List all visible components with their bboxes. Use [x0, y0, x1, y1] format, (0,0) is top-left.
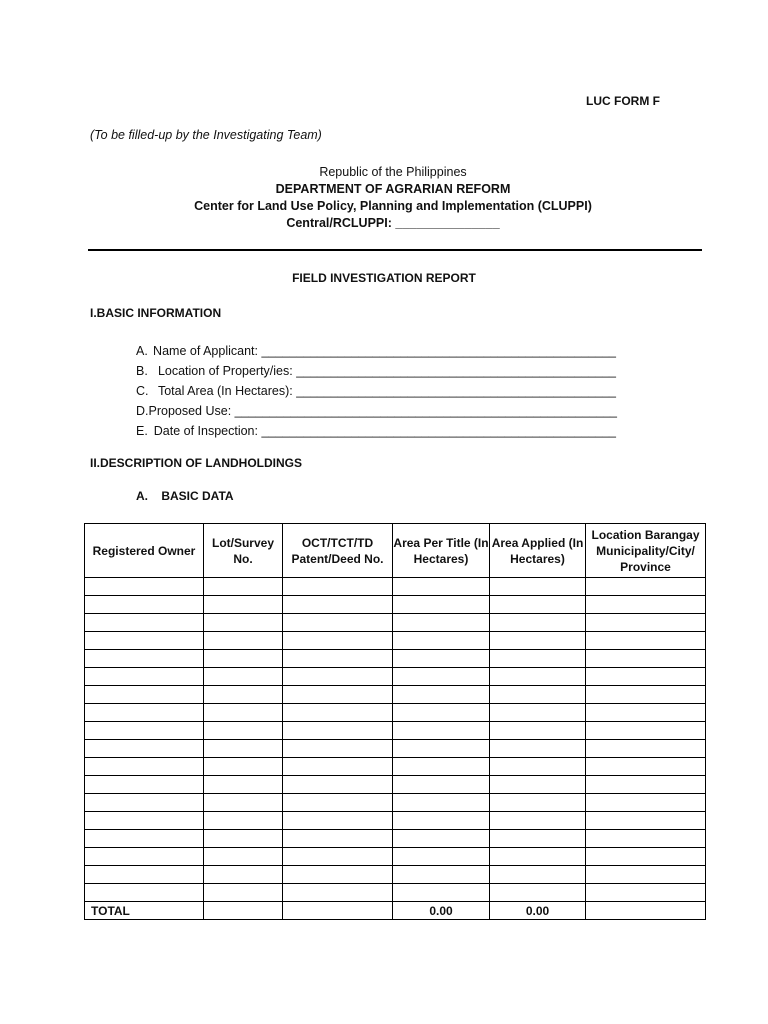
- total-location: [586, 902, 706, 920]
- table-cell-owner[interactable]: [85, 704, 204, 722]
- table-cell-area-title[interactable]: [393, 758, 490, 776]
- table-row: [85, 794, 706, 812]
- table-cell-location[interactable]: [586, 578, 706, 596]
- subsection-title: BASIC DATA: [161, 489, 234, 503]
- table-cell-area-applied[interactable]: [490, 722, 586, 740]
- table-row: [85, 668, 706, 686]
- table-cell-owner[interactable]: [85, 578, 204, 596]
- table-cell-area-title[interactable]: [393, 596, 490, 614]
- field-inspection-date[interactable]: [136, 421, 616, 441]
- total-area-per-title: 0.00: [393, 902, 490, 920]
- table-row: [85, 614, 706, 632]
- table-row: [85, 596, 706, 614]
- table-cell-oct[interactable]: [283, 614, 393, 632]
- table-cell-oct[interactable]: [283, 848, 393, 866]
- table-cell-lot[interactable]: [204, 650, 283, 668]
- table-cell-oct[interactable]: [283, 668, 393, 686]
- table-cell-area-applied[interactable]: [490, 794, 586, 812]
- table-row: [85, 848, 706, 866]
- subsection-basic-data: [136, 489, 234, 503]
- table-cell-area-applied[interactable]: [490, 650, 586, 668]
- table-row: [85, 830, 706, 848]
- table-cell-area-applied[interactable]: [490, 596, 586, 614]
- table-header-row: [85, 524, 706, 578]
- table-cell-area-applied[interactable]: [490, 884, 586, 902]
- header-location: Location Barangay Municipality/City/ Province: [586, 524, 706, 578]
- table-cell-area-applied[interactable]: [490, 686, 586, 704]
- field-letter: E.: [136, 424, 148, 438]
- total-label: TOTAL: [85, 902, 204, 920]
- table-row: [85, 866, 706, 884]
- table-cell-owner[interactable]: [85, 758, 204, 776]
- table-cell-location[interactable]: [586, 884, 706, 902]
- section-description-of-landholdings: II.DESCRIPTION OF LANDHOLDINGS: [90, 456, 303, 470]
- table-cell-oct[interactable]: [283, 758, 393, 776]
- table-cell-location[interactable]: [586, 758, 706, 776]
- field-total-area[interactable]: [136, 381, 616, 401]
- table-cell-area-applied[interactable]: [490, 578, 586, 596]
- form-code: LUC FORM F: [586, 94, 660, 108]
- table-cell-area-title[interactable]: [393, 614, 490, 632]
- table-total-row: [85, 902, 706, 920]
- table-cell-owner[interactable]: [85, 686, 204, 704]
- table-cell-lot[interactable]: [204, 704, 283, 722]
- field-applicant-name[interactable]: [136, 341, 616, 361]
- table-cell-owner[interactable]: [85, 632, 204, 650]
- header-registered-owner: Registered Owner: [85, 524, 204, 578]
- table-cell-oct[interactable]: [283, 794, 393, 812]
- field-text: Name of Applicant: ___________________________________________________: [153, 344, 616, 358]
- table-cell-area-title[interactable]: [393, 686, 490, 704]
- basic-data-table: [84, 523, 706, 920]
- table-cell-oct[interactable]: [283, 740, 393, 758]
- table-cell-location[interactable]: [586, 704, 706, 722]
- table-cell-lot[interactable]: [204, 794, 283, 812]
- table-cell-owner[interactable]: [85, 866, 204, 884]
- table-cell-area-applied[interactable]: [490, 866, 586, 884]
- table-cell-location[interactable]: [586, 596, 706, 614]
- table-cell-owner[interactable]: [85, 722, 204, 740]
- table-cell-oct[interactable]: [283, 830, 393, 848]
- table-cell-area-applied[interactable]: [490, 812, 586, 830]
- field-proposed-use[interactable]: [136, 401, 616, 421]
- table-cell-oct[interactable]: [283, 596, 393, 614]
- table-cell-area-title[interactable]: [393, 794, 490, 812]
- table-cell-area-title[interactable]: [393, 632, 490, 650]
- table-cell-owner[interactable]: [85, 614, 204, 632]
- field-letter: A.: [136, 344, 148, 358]
- field-text: Location of Property/ies: ______________________________________________: [157, 364, 616, 378]
- header-lot-survey-no: Lot/Survey No.: [204, 524, 283, 578]
- table-cell-area-title[interactable]: [393, 650, 490, 668]
- table-cell-owner[interactable]: [85, 740, 204, 758]
- subsection-letter: A.: [136, 489, 148, 503]
- table-cell-location[interactable]: [586, 722, 706, 740]
- form-header: [0, 164, 768, 232]
- table-cell-oct[interactable]: [283, 884, 393, 902]
- table-row: [85, 884, 706, 902]
- table-cell-area-applied[interactable]: [490, 776, 586, 794]
- table-row: [85, 722, 706, 740]
- table-cell-owner[interactable]: [85, 812, 204, 830]
- table-row: [85, 776, 706, 794]
- table-cell-location[interactable]: [586, 686, 706, 704]
- table-cell-area-title[interactable]: [393, 866, 490, 884]
- header-central: Central/RCLUPPI: _______________: [286, 216, 500, 230]
- header-center: Center for Land Use Policy, Planning and Implementation (CLUPPI): [194, 199, 592, 213]
- table-cell-oct[interactable]: [283, 578, 393, 596]
- table-cell-lot[interactable]: [204, 686, 283, 704]
- table-cell-area-title[interactable]: [393, 776, 490, 794]
- table-cell-lot[interactable]: [204, 758, 283, 776]
- table-cell-owner[interactable]: [85, 830, 204, 848]
- field-letter: B.: [136, 364, 148, 378]
- table-cell-lot[interactable]: [204, 668, 283, 686]
- table-cell-location[interactable]: [586, 776, 706, 794]
- total-oct: [283, 902, 393, 920]
- table-cell-owner[interactable]: [85, 650, 204, 668]
- table-row: [85, 704, 706, 722]
- table-cell-location[interactable]: [586, 830, 706, 848]
- table-body: [85, 578, 706, 920]
- table-cell-location[interactable]: [586, 668, 706, 686]
- table-cell-area-title[interactable]: [393, 848, 490, 866]
- table-cell-lot[interactable]: [204, 722, 283, 740]
- total-area-applied: 0.00: [490, 902, 586, 920]
- table-cell-lot[interactable]: [204, 830, 283, 848]
- table-cell-oct[interactable]: [283, 704, 393, 722]
- table-cell-owner[interactable]: [85, 668, 204, 686]
- table-cell-area-applied[interactable]: [490, 614, 586, 632]
- table-cell-oct[interactable]: [283, 722, 393, 740]
- section-basic-information: I.BASIC INFORMATION: [90, 306, 222, 320]
- table-cell-area-title[interactable]: [393, 830, 490, 848]
- table-cell-lot[interactable]: [204, 614, 283, 632]
- header-republic: Republic of the Philippines: [319, 165, 467, 179]
- field-text: Total Area (In Hectares): ______________________________________________: [157, 384, 616, 398]
- basic-information-fields: [136, 341, 616, 441]
- table-cell-lot[interactable]: [204, 740, 283, 758]
- field-text: Date of Inspection: ___________________________________________________: [153, 424, 616, 438]
- table-cell-lot[interactable]: [204, 866, 283, 884]
- table-cell-owner[interactable]: [85, 884, 204, 902]
- table-cell-area-title[interactable]: [393, 578, 490, 596]
- field-letter: C.: [136, 384, 149, 398]
- table-cell-oct[interactable]: [283, 776, 393, 794]
- table-cell-area-applied[interactable]: [490, 740, 586, 758]
- header-divider: [88, 249, 702, 251]
- table-row: [85, 812, 706, 830]
- table-cell-oct[interactable]: [283, 812, 393, 830]
- field-text: Proposed Use: _______________________________________________________: [148, 404, 618, 418]
- header-area-per-title: Area Per Title (In Hectares): [393, 524, 490, 578]
- table-cell-location[interactable]: [586, 866, 706, 884]
- table-row: [85, 632, 706, 650]
- table-cell-location[interactable]: [586, 848, 706, 866]
- field-property-location[interactable]: [136, 361, 616, 381]
- table-cell-area-applied[interactable]: [490, 830, 586, 848]
- table-cell-area-applied[interactable]: [490, 632, 586, 650]
- table-cell-owner[interactable]: [85, 776, 204, 794]
- table-cell-lot[interactable]: [204, 776, 283, 794]
- total-lot: [204, 902, 283, 920]
- table-cell-oct[interactable]: [283, 632, 393, 650]
- form-note: (To be filled-up by the Investigating Team): [90, 128, 322, 142]
- table-cell-oct[interactable]: [283, 650, 393, 668]
- table-cell-area-title[interactable]: [393, 704, 490, 722]
- table-cell-area-title[interactable]: [393, 668, 490, 686]
- table-cell-location[interactable]: [586, 614, 706, 632]
- table-row: [85, 686, 706, 704]
- table-cell-area-title[interactable]: [393, 884, 490, 902]
- field-letter: D.: [136, 404, 149, 418]
- table-cell-area-title[interactable]: [393, 722, 490, 740]
- table-cell-area-title[interactable]: [393, 740, 490, 758]
- table-cell-oct[interactable]: [283, 866, 393, 884]
- table-cell-area-applied[interactable]: [490, 704, 586, 722]
- table-cell-lot[interactable]: [204, 848, 283, 866]
- table-cell-area-title[interactable]: [393, 812, 490, 830]
- table-cell-owner[interactable]: [85, 794, 204, 812]
- report-title: FIELD INVESTIGATION REPORT: [292, 271, 476, 285]
- table-row: [85, 650, 706, 668]
- table-row: [85, 758, 706, 776]
- table-cell-lot[interactable]: [204, 632, 283, 650]
- table-cell-location[interactable]: [586, 740, 706, 758]
- table-cell-lot[interactable]: [204, 812, 283, 830]
- table-cell-location[interactable]: [586, 812, 706, 830]
- table-cell-location[interactable]: [586, 650, 706, 668]
- table-cell-lot[interactable]: [204, 884, 283, 902]
- table-cell-lot[interactable]: [204, 578, 283, 596]
- table-cell-oct[interactable]: [283, 686, 393, 704]
- table-row: [85, 740, 706, 758]
- table-cell-area-applied[interactable]: [490, 668, 586, 686]
- table-cell-owner[interactable]: [85, 596, 204, 614]
- table-cell-location[interactable]: [586, 794, 706, 812]
- table-row: [85, 578, 706, 596]
- table-cell-lot[interactable]: [204, 596, 283, 614]
- header-area-applied: Area Applied (In Hectares): [490, 524, 586, 578]
- table-cell-owner[interactable]: [85, 848, 204, 866]
- table-cell-location[interactable]: [586, 632, 706, 650]
- header-oct-tct-td: OCT/TCT/TD Patent/Deed No.: [283, 524, 393, 578]
- table-cell-area-applied[interactable]: [490, 758, 586, 776]
- header-department: DEPARTMENT OF AGRARIAN REFORM: [275, 182, 511, 196]
- table-cell-area-applied[interactable]: [490, 848, 586, 866]
